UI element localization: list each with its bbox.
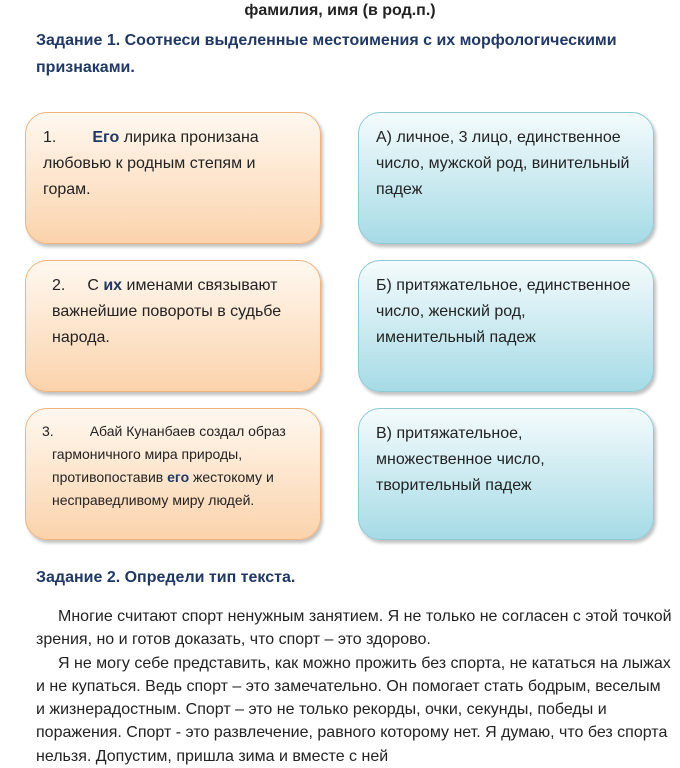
item-text-pre: Абай Кунанбаев создал образ гармоничного мира природы, противопоставив — [52, 423, 286, 485]
item-number: 1. — [43, 129, 57, 146]
item-number: 2. — [52, 277, 66, 294]
option-text: В) притяжательное, множественное число, творительный падеж — [376, 425, 545, 494]
task2-text — [36, 605, 672, 768]
paragraph: Многие считают спорт ненужным занятием. Я не только не согласен с этой точкой зрения, но и готов доказать, что спорт – это здорово. — [36, 608, 672, 649]
match-left-2[interactable] — [25, 260, 321, 392]
task2-title: Задание 2. Определи тип текста. — [36, 569, 296, 586]
pronoun: Его — [92, 129, 120, 146]
match-right-b[interactable] — [358, 260, 654, 392]
match-right-v[interactable] — [358, 408, 654, 540]
match-left-1[interactable] — [25, 112, 321, 244]
item-text: именами связывают важнейшие повороты в судьбе народа. — [52, 277, 282, 346]
item-text: лирика пронизана любовью к родным степям и горам. — [43, 129, 259, 198]
pronoun: их — [103, 277, 123, 294]
item-text: жестокому и несправедливому миру людей. — [52, 469, 274, 508]
item-text-pre: С — [87, 277, 104, 294]
match-left-3[interactable] — [25, 408, 321, 540]
option-text: А) личное, 3 лицо, единственное число, мужской род, винительный падеж — [376, 129, 630, 198]
task1-title: Задание 1. Соотнеси выделенные местоимения с их морфологическими признаками. — [36, 32, 617, 76]
match-right-a[interactable] — [358, 112, 654, 244]
item-number: 3. — [42, 423, 54, 439]
pronoun: его — [167, 469, 190, 485]
paragraph: Я не могу себе представить, как можно прожить без спорта, не кататься на лыжах и не купаться. Ведь спорт – это замечательно. Он помогает стать бодрым, веселым и жизнерадостным. Спорт – это не только рекорды, очки, секунды, победы и поражения. Спорт - это развлечение, равного которому нет. Я думаю, что без спорта нельзя. Допустим, пришла зима и вместе с ней — [36, 654, 671, 765]
header-text: фамилия, имя (в род.п.) — [244, 2, 436, 19]
option-text: Б) притяжательное, единственное число, женский род, именительный падеж — [376, 277, 631, 346]
